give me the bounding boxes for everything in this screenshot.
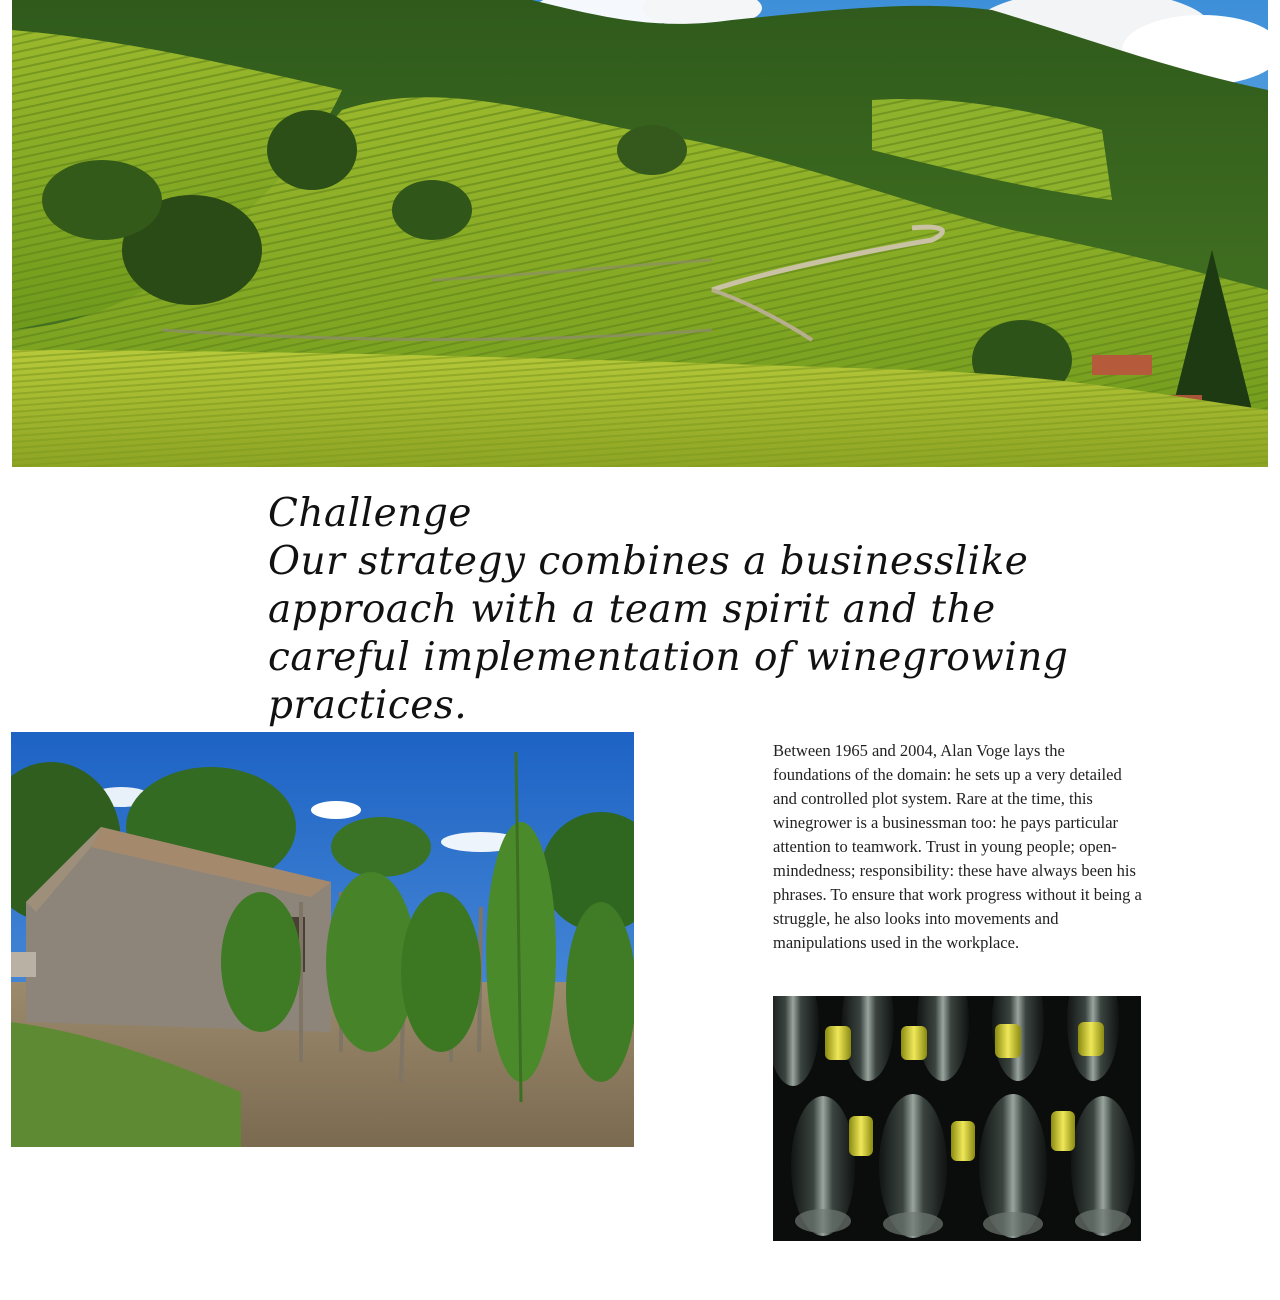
domain-history-text: [773, 739, 1145, 955]
wine-bottles-cellar-photo: [773, 996, 1141, 1241]
page-subtitle: Our strategy combines a businesslike approach with a team spirit and the careful implementation of winegrowing practices.: [268, 539, 1069, 728]
stone-cabin-vineyard-photo: [11, 732, 634, 1147]
vineyard-hillside-photo: [12, 0, 1268, 467]
history-paragraph: Between 1965 and 2004, Alan Voge lays the foundations of the domain: he sets up a very detailed and controlled plot system. Rare at the time, this winegrower is a businessman too: he pays particular attention to teamwork. Trust in young people; open-mindedness; responsibility: these have always been his phrases. To ensure that work progress without it being a struggle, he also looks into movements and manipulations used in the workplace.: [773, 741, 1142, 952]
page-heading: [268, 490, 1128, 730]
page-title: Challenge: [268, 491, 472, 536]
